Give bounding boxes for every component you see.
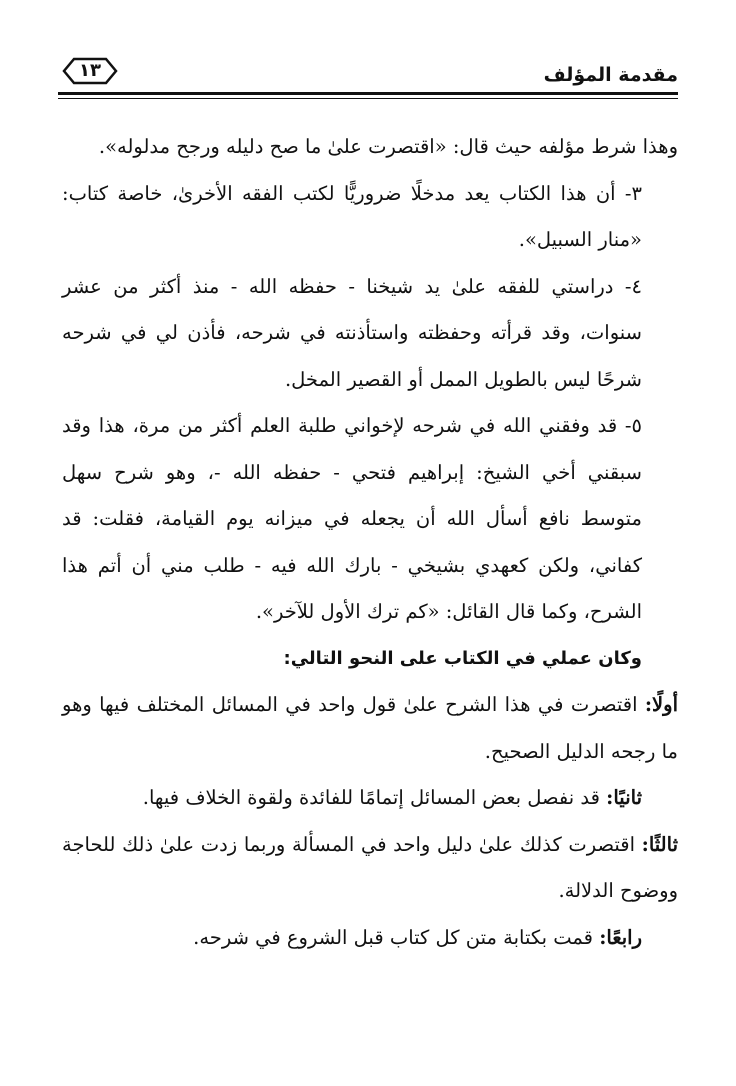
list-item-1 xyxy=(62,682,678,775)
list-item-lead: أولًا: xyxy=(644,693,679,716)
chapter-title: مقدمة المؤلف xyxy=(543,64,678,86)
list-item-2 xyxy=(62,775,678,822)
page-header xyxy=(58,56,678,100)
list-item-text: قد نفصل بعض المسائل إتمامًا للفائدة ولقوة الخلاف فيها. xyxy=(142,786,600,809)
paragraph-1: وهذا شرط مؤلفه حيث قال: «اقتصرت علىٰ ما صح دليله ورجح مدلوله». xyxy=(98,135,678,158)
header-rule-thin xyxy=(58,98,678,99)
list-item-lead: ثالثًا: xyxy=(641,832,678,856)
list-item-3 xyxy=(62,822,678,915)
section-heading: وكان عملي في الكتاب على النحو التالي: xyxy=(283,647,642,669)
list-item-text: قمت بكتابة متن كل كتاب قبل الشروع في شرحه. xyxy=(193,925,593,949)
list-item-lead: ثانيًا: xyxy=(606,786,642,809)
list-item-text: اقتصرت في هذا الشرح علىٰ قول واحد في المسائل المختلف فيها وهو ما رجحه الدليل الصحيح. xyxy=(62,693,678,763)
page-number-badge xyxy=(62,56,118,86)
paragraph-4: ٥- قد وفقني الله في شرحه لإخواني طلبة العلم أكثر من مرة، هذا وقد سبقني أخي الشيخ: إبراهيم فتحي - حفظه الله -، وهو شرح سهل متوسط نافع أسأل الله أن يجعله في ميزانه يوم القيامة، فقلت: قد كفاني، ولكن كعهدي بشيخي - بارك الله فيه - طلب مني أن أتم هذا الشرح، وكما قال القائل: «كم ترك الأول للآخر». xyxy=(62,414,642,623)
page-body xyxy=(62,124,678,961)
list-item-4 xyxy=(62,915,678,962)
paragraph-3: ٤- دراستي للفقه علىٰ يد شيخنا - حفظه الله - منذ أكثر من عشر سنوات، وقد قرأته وحفظته واستأذنته في شرحه، فأذن لي في شرحه شرحًا ليس بالطويل الممل أو القصير المخل. xyxy=(62,274,642,391)
list-item-text: اقتصرت كذلك علىٰ دليل واحد في المسألة وربما زدت علىٰ ذلك للحاجة ووضوح الدلالة. xyxy=(62,832,678,902)
page-number: ١٣ xyxy=(79,60,101,81)
header-rule-thick xyxy=(58,92,678,95)
list-item-lead: رابعًا: xyxy=(599,925,642,949)
paragraph-2: ٣- أن هذا الكتاب يعد مدخلًا ضروريًّا لكتب الفقه الأخرىٰ، خاصة كتاب: «منار السبيل». xyxy=(62,181,642,251)
